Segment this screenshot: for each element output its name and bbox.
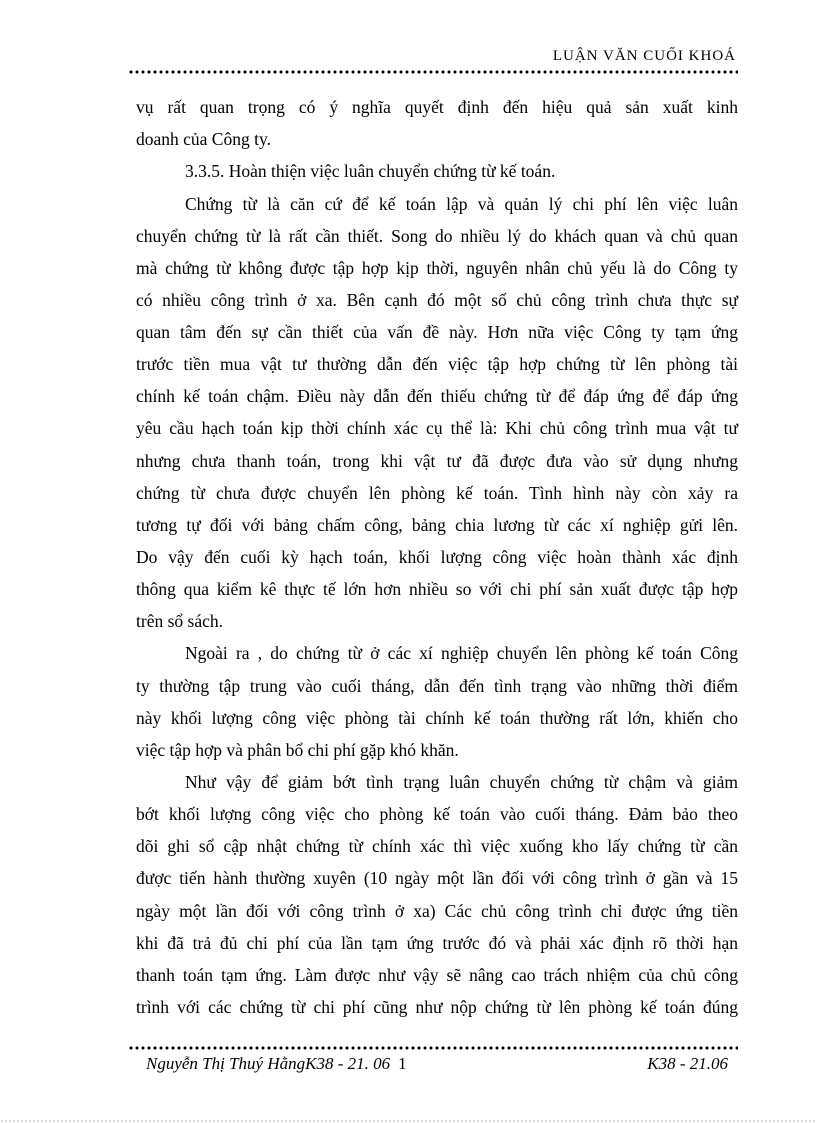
text-line: việc tập hợp và phân bổ chi phí gặp khó khăn. [136,740,459,760]
text-line: dõi ghi sổ cập nhật chứng từ chính xác thì việc xuống kho lấy chứng từ cần [136,836,738,856]
text-line: yêu cầu hạch toán kịp thời chính xác cụ thể là: Khi chủ công trình mua vật tư [136,418,738,438]
text-line: tương tự đối với bảng chấm công, bảng chia lương từ các xí nghiệp gửi lên. [136,515,738,535]
text-line: Như vậy để giảm bớt tình trạng luân chuyển chứng từ chậm và giảm [185,772,738,792]
page-bottom-edge [0,1120,816,1122]
text-line: bớt khối lượng công việc cho phòng kế toán vào cuối tháng. Đảm bảo theo [136,804,738,824]
footer-author [146,1054,407,1074]
header-title: LUẬN VĂN CUỐI KHOÁ [552,48,736,64]
text-line: doanh của Công ty. [136,129,271,149]
footer-author-text: Nguyễn Thị Thuý HằngK38 - 21. 06 [146,1054,391,1073]
text-line: thông qua kiểm kê thực tế lớn hơn nhiều so với chi phí sản xuất được tập hợp [136,579,738,599]
text-line: có nhiều công trình ở xa. Bên cạnh đó một số chủ công trình chưa thực sự [136,290,738,310]
text-line: vụ rất quan trọng có ý nghĩa quyết định đến hiệu quả sản xuất kinh [136,97,738,117]
text-line: chuyển chứng từ là rất cần thiết. Song do nhiều lý do khách quan và chủ quan [136,226,738,246]
text-line: trên sổ sách. [136,611,223,631]
text-line: này khối lượng công việc phòng tài chính kế toán thường rất lớn, khiến cho [136,708,738,728]
text-line: Do vậy đến cuối kỳ hạch toán, khối lượng công việc hoàn thành xác định [136,547,738,567]
text-line: Chứng từ là căn cứ để kế toán lập và quản lý chi phí lên việc luân [185,194,738,214]
section-heading: 3.3.5. Hoàn thiện việc luân chuyển chứng từ kế toán. [185,161,556,181]
text-line: ngày một lần đối với công trình ở xa) Các chủ công trình chỉ được ứng tiền [136,901,738,921]
footer-class-code: K38 - 21.06 [647,1054,728,1073]
text-line: chứng từ chưa được chuyển lên phòng kế toán. Tình hình này còn xảy ra [136,483,738,503]
header-dotted-divider [128,70,738,74]
text-line: trước tiền mua vật tư thường dẫn đến việc tập hợp chứng từ lên phòng tài [136,354,738,374]
page-number: 1 [398,1054,407,1073]
text-line: mà chứng từ không được tập hợp kịp thời, nguyên nhân chủ yếu là do Công ty [136,258,738,278]
text-line: thanh toán tạm ứng. Làm được như vậy sẽ nâng cao trách nhiệm của chủ công [136,965,738,985]
text-line: được tiến hành thường xuyên (10 ngày một lần đối với công trình ở gần và 15 [136,868,738,888]
text-line: trình với các chứng từ chi phí cũng như nộp chứng từ lên phòng kế toán đúng [136,997,738,1017]
text-line: chính kế toán chậm. Điều này dẫn đến thiếu chứng từ để đáp ứng để đáp ứng [136,386,738,406]
text-line: nhưng chưa thanh toán, trong khi vật tư đã được đưa vào sử dụng nhưng [136,451,738,471]
text-line: khi đã trả đủ chi phí của lần tạm ứng trước đó và phải xác định rõ thời hạn [136,933,738,953]
text-line: quan tâm đến sự cần thiết của vấn đề này. Hơn nữa việc Công ty tạm ứng [136,322,738,342]
footer-dotted-divider [128,1046,738,1050]
text-line: Ngoài ra , do chứng từ ở các xí nghiệp chuyển lên phòng kế toán Công [185,643,738,663]
text-line: ty thường tập trung vào cuối tháng, dẫn đến tình trạng vào những thời điểm [136,676,738,696]
